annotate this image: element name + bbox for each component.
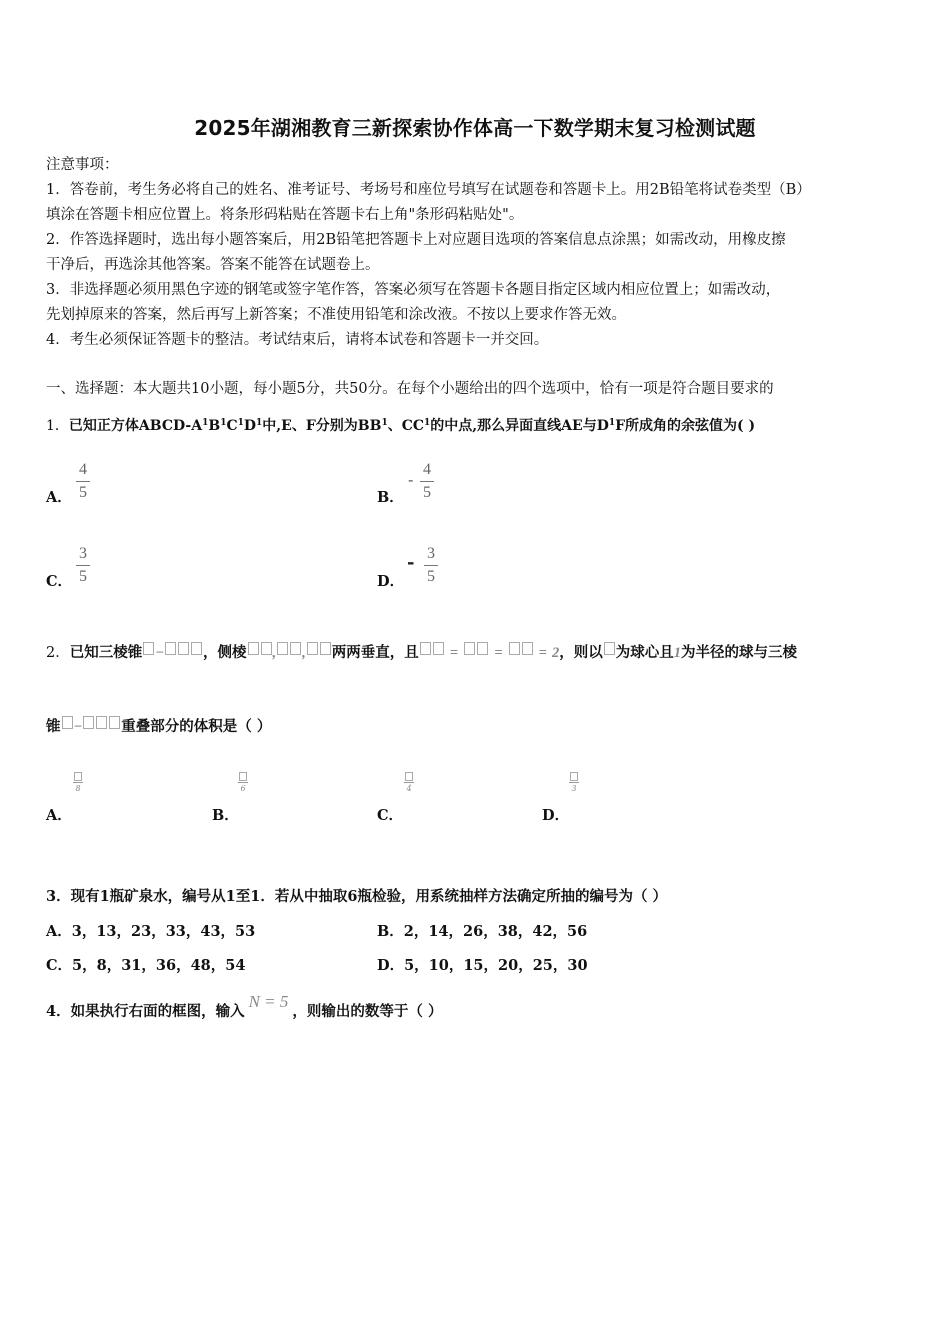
notice-line-5: 3．非选择题必须用黑色字迹的钢笔或签字笔作答，答案必须写在答题卡各题目指定区域内相应位置上；如需改动，	[46, 282, 781, 298]
question-2-line-1: 2．已知三棱锥 − ，侧棱 , , 两两垂直，且 = = = 2，则以 为球心且1为半径的球与三棱	[46, 644, 797, 661]
q1-option-a-label: A．	[46, 489, 72, 506]
q3-option-d: D．5，10，15，20，25，30	[377, 957, 588, 974]
q1-option-d-label: D．	[377, 573, 405, 590]
q1-option-c-label: C．	[46, 573, 73, 590]
q3-option-a: A．3，13，23，33，43，53	[46, 923, 256, 940]
q2-option-a-label: A．	[46, 807, 72, 824]
question-2-line-2: 锥 − 重叠部分的体积是（ ）	[46, 718, 272, 735]
q1-number: 1．	[46, 418, 69, 434]
page-title: 2025年湖湘教育三新探索协作体高一下数学期末复习检测试题	[194, 116, 756, 140]
notice-line-6: 先划掉原来的答案，然后再写上新答案；不准使用铅笔和涂改液。不按以上要求作答无效。	[46, 307, 626, 323]
q1-option-c-fraction: 3 5	[76, 544, 90, 587]
question-1: 1．已知正方体ABCD-$A^1B^1C^1D^1$中,E、F分别为$BB^1$、$CC^1$的中点,那么异面直线AE与$D^1F$所成角的余弦值为( )	[46, 418, 756, 434]
q2-option-c-label: C．	[377, 807, 404, 824]
q1-option-d-sign: -	[407, 552, 415, 573]
notice-line-1: 1．答卷前，考生务必将自己的姓名、准考证号、考场号和座位号填写在试题卷和答题卡上。用2B铅笔将试卷类型（B）	[46, 182, 811, 198]
q1-option-b-fraction: 4 5	[420, 460, 434, 503]
question-4: 4．如果执行右面的框图，输入N = 5，则输出的数等于（ ）	[46, 992, 443, 1020]
section-heading: 一、选择题：本大题共10小题，每小题5分，共50分。在每个小题给出的四个选项中，恰有一项是符合题目要求的	[46, 381, 774, 397]
notice-line-4: 干净后，再选涂其他答案。答案不能答在试题卷上。	[46, 257, 380, 273]
q3-option-b: B．2，14，26，38，42，56	[377, 923, 588, 940]
q4-math-n: N = 5	[248, 992, 289, 1011]
q2-option-a-fraction: 8	[73, 772, 83, 793]
q1-option-b-label: B．	[377, 489, 404, 506]
q1-option-a-fraction: 4 5	[76, 460, 90, 503]
q1-option-d-fraction: 3 5	[424, 544, 438, 587]
q1-option-b-sign: -	[408, 470, 414, 489]
q2-option-b-fraction: 6	[238, 772, 248, 793]
notice-line-3: 2．作答选择题时，选出每小题答案后，用2B铅笔把答题卡上对应题目选项的答案信息点涂黑；如需改动，用橡皮擦	[46, 232, 786, 248]
q2-option-d-label: D．	[542, 807, 570, 824]
notice-heading: 注意事项：	[46, 157, 119, 173]
notice-line-2: 填涂在答题卡相应位置上。将条形码粘贴在答题卡右上角"条形码粘贴处"。	[46, 207, 524, 223]
q2-option-b-label: B．	[212, 807, 239, 824]
q2-option-c-fraction: 4	[404, 772, 414, 793]
q2-option-d-fraction: 3	[569, 772, 579, 793]
q3-option-c: C．5，8，31，36，48，54	[46, 957, 246, 974]
notice-line-7: 4．考生必须保证答题卡的整洁。考试结束后，请将本试卷和答题卡一并交回。	[46, 332, 549, 348]
question-3: 3．现有1瓶矿泉水，编号从1至1．若从中抽取6瓶检验，用系统抽样方法确定所抽的编号为（ ）	[46, 888, 667, 905]
